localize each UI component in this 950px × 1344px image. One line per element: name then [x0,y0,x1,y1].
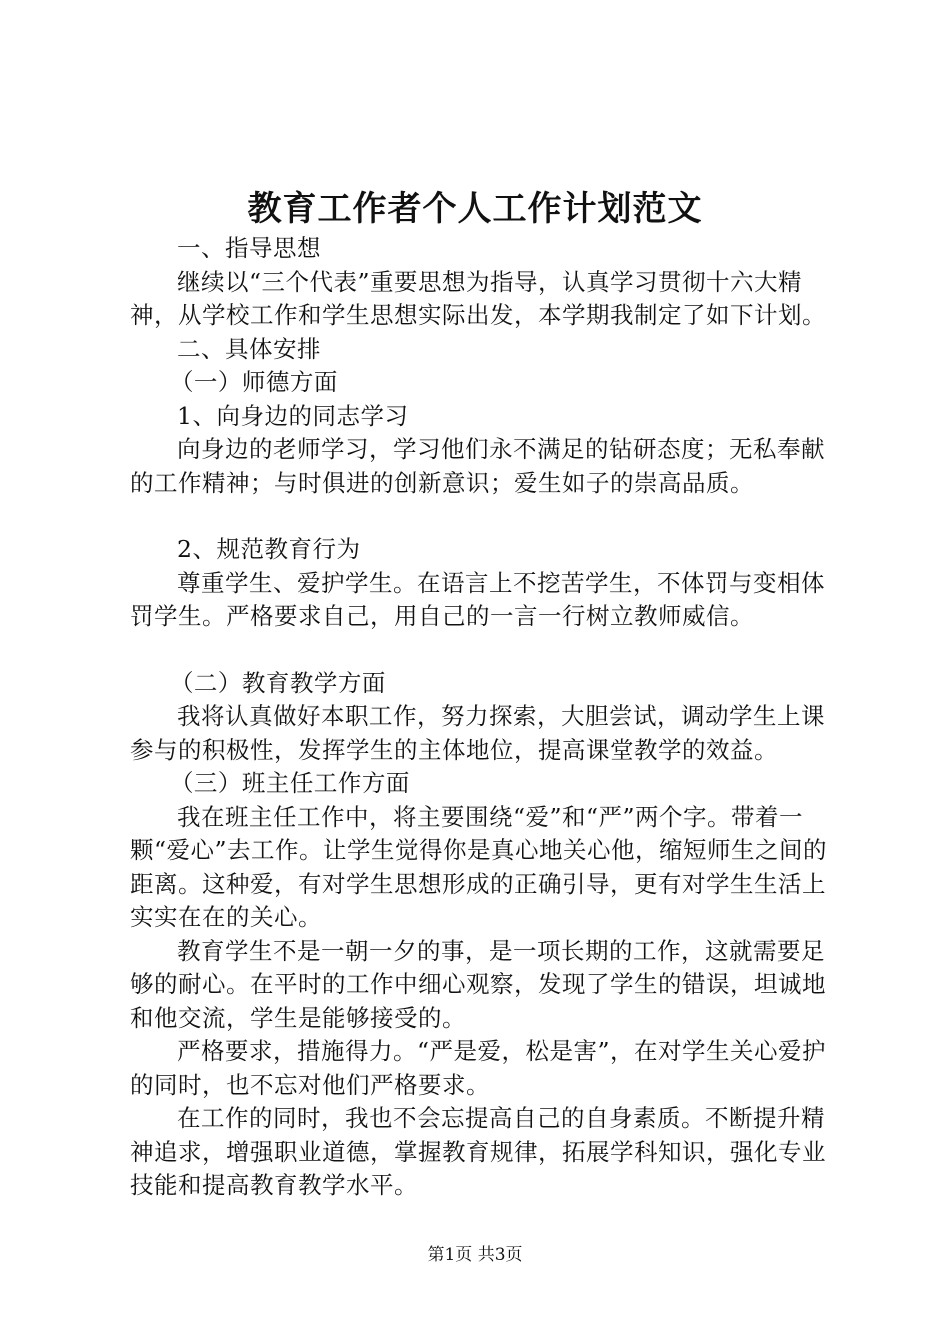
page-number-footer: 第1页 共3页 [427,1245,523,1265]
item-learn-from-colleagues: 1、向身边的同志学习 [177,401,409,430]
subheading-teacher-ethics: （一）师德方面 [169,368,338,396]
paragraph-guiding-ideology: 继续以“三个代表”重要思想为指导，认真学习贯彻十六大精神，从学校工作和学生思想实际出发，本学期我制定了如下计划。 [130,267,826,329]
subheading-class-teacher: （三）班主任工作方面 [169,769,410,797]
paragraph-teaching: 我将认真做好本职工作，努力探索，大胆尝试，调动学生上课参与的积极性，发挥学生的主体地位，提高课堂教学的效益。 [130,702,825,764]
paragraph-self-improvement: 在工作的同时，我也不会忘提高自己的自身素质。不断提升精神追求，增强职业道德，掌握教育规律，拓展学科知识，强化专业技能和提高教育教学水平。 [130,1104,826,1199]
paragraph-class-teacher-strict: 严格要求，措施得力。“严是爱，松是害”，在对学生关心爱护的同时，也不忘对他们严格要求。 [130,1037,827,1099]
paragraph-class-teacher-patience: 教育学生不是一朝一夕的事，是一项长期的工作，这就需要足够的耐心。在平时的工作中细心观察，发现了学生的错误，坦诚地和他交流，学生是能够接受的。 [130,936,826,1032]
paragraph-class-teacher-love: 我在班主任工作中，将主要围绕“爱”和“严”两个字。带着一颗“爱心”去工作。让学生觉得你是真心地关心他，缩短师生之间的距离。这种爱，有对学生思想形成的正确引导，更有对学生生活上实实在在的关心。 [130,802,828,931]
subheading-teaching: （二）教育教学方面 [169,668,386,697]
document-body [130,232,842,1203]
paragraph-standardize-behavior: 尊重学生、爱护学生。在语言上不挖苦学生，不体罚与变相体罚学生。严格要求自己，用自己的一言一行树立教师威信。 [130,568,825,630]
item-standardize-behavior: 2、规范教育行为 [177,535,361,563]
heading-guiding-ideology: 一、指导思想 [177,234,321,262]
heading-specific-arrangements: 二、具体安排 [177,334,321,363]
paragraph-learn-from-colleagues: 向身边的老师学习，学习他们永不满足的钻研态度；无私奉献的工作精神；与时俱进的创新意识；爱生如子的崇高品质。 [130,435,825,497]
document-title: 教育工作者个人工作计划范文 [247,189,703,229]
